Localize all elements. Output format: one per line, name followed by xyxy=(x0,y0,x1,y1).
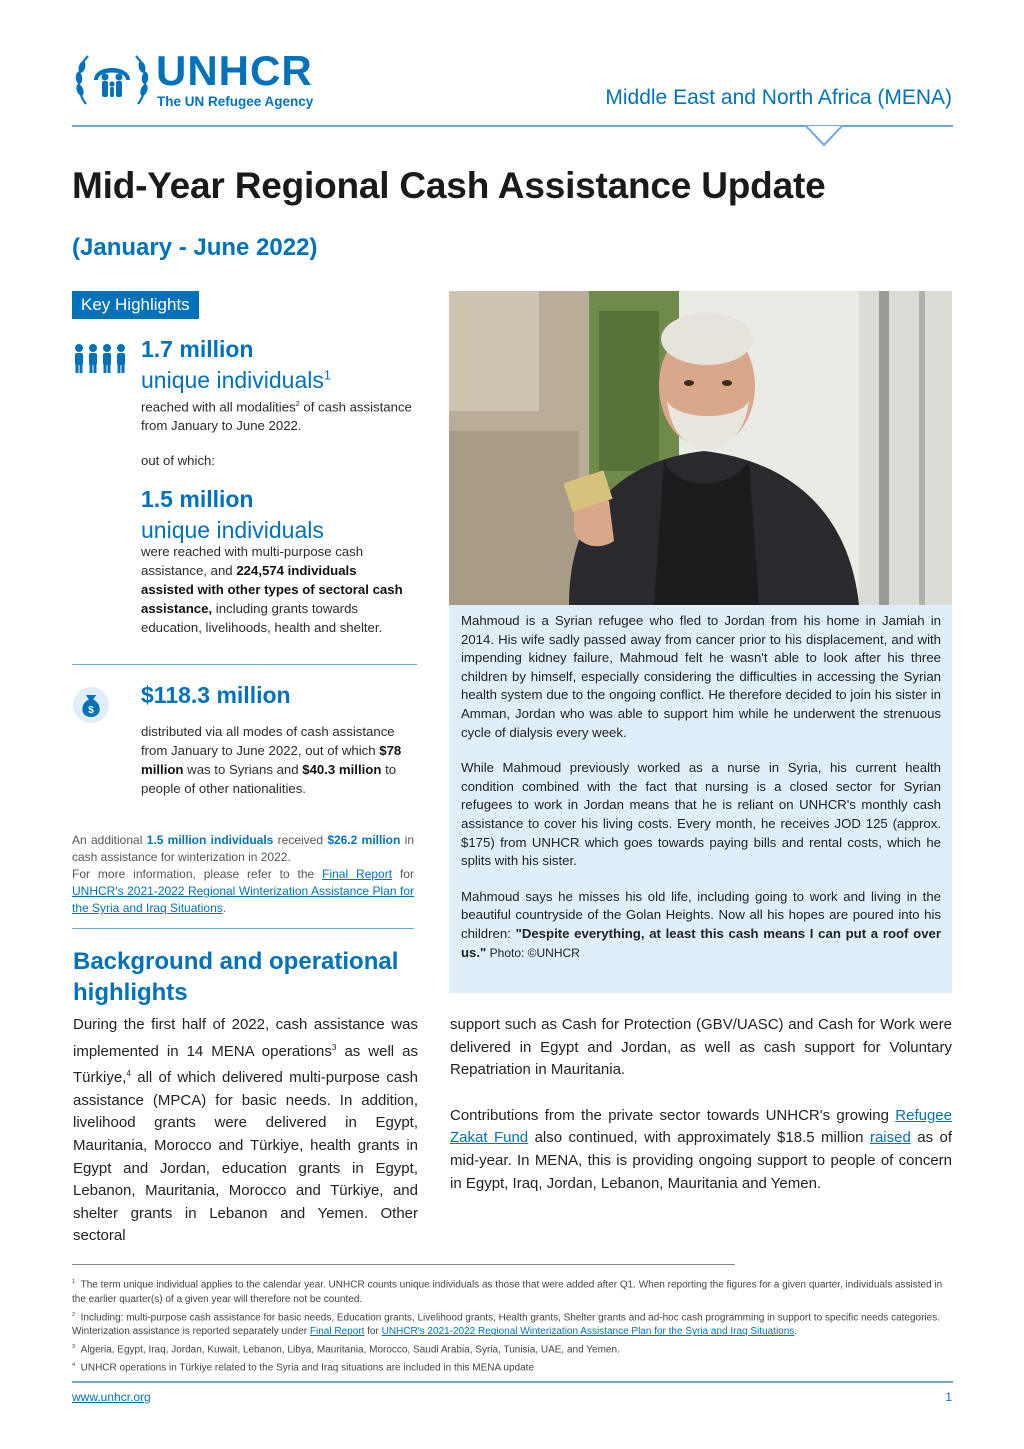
stat1-desc-text: reached with all modalities xyxy=(141,399,296,415)
bg-text-3: all of which delivered multi-purpose cash assistance (MPCA) for basic needs. In addition, livelihood grants were delivered in Egypt, Mauritania, Morocco and Türkiye, health grants in Egypt and Jordan, education grants in Egypt, Lebanon, Mauritania, Morocco and Türkiye, and shelter grants in Lebanon and Yemen. Other sectoral xyxy=(73,1069,418,1245)
bg-text-2: as well as Türkiye, xyxy=(73,1042,418,1087)
footer-rule xyxy=(72,1381,953,1383)
note-divider xyxy=(72,928,414,929)
region-label: Middle East and North Africa (MENA) xyxy=(605,86,952,109)
highlights-divider xyxy=(72,664,417,665)
footnote-text-2: for xyxy=(364,1326,382,1338)
footnote-4 xyxy=(72,1358,952,1376)
caption-text: Mahmoud says he misses his old life, including going to work and living in the beautiful countryside of the Golan Heights. Now all his hopes are poured into his children: xyxy=(461,888,941,941)
note-bold-2: $26.2 million xyxy=(327,833,401,847)
winterization-note xyxy=(72,832,414,917)
raised-link[interactable]: raised xyxy=(869,1129,911,1147)
stat3-desc-bold: $78 million xyxy=(141,743,402,777)
refugee-zakat-fund-link[interactable]: Refugee Zakat Fund xyxy=(450,1106,952,1147)
footnote-1 xyxy=(72,1275,952,1308)
note-text-3: in cash assistance for winterization in 2022. xyxy=(72,833,414,864)
caption-paragraph-2: While Mahmoud previously worked as a nurse in Syria, his current health condition combined with the fact that nursing is a closed sector for Syrian refugees to work in Jordan means that he is reliant on UNHCR's monthly cash assistance to cover his living costs. Every month, he receives JOD 125 (approx. $175) from UNHCR which goes towards paying bills and rental costs, which he splits with his sister. xyxy=(461,760,941,869)
stat3-desc-text-2: was to Syrians and xyxy=(183,762,303,777)
stat1-label-text: unique individuals xyxy=(141,367,324,393)
header-notch-icon xyxy=(806,126,842,148)
bg-right-text: Contributions from the private sector towards UNHCR's growing xyxy=(450,1106,896,1124)
logo-tagline: The UN Refugee Agency xyxy=(157,94,314,109)
footnote-number: 3 xyxy=(72,1344,76,1351)
footnote-ref[interactable]: 2 xyxy=(295,399,300,408)
money-bag-icon xyxy=(72,686,110,724)
footnote-3 xyxy=(72,1340,952,1358)
stat3-description xyxy=(141,722,413,798)
note-bold: 1.5 million individuals xyxy=(146,833,274,847)
bg-right-text-2: also continued, with approximately $18.5 million xyxy=(528,1129,870,1147)
winterization-plan-link[interactable]: UNHCR's 2021-2022 Regional Winterization Assistance Plan for the Syria and Iraq Situations xyxy=(72,884,414,915)
stat2-desc-bold: 224,574 individuals assisted with other types of sectoral cash assistance, xyxy=(141,563,403,616)
note-text-2: received xyxy=(273,833,328,847)
footnote-text-3: . xyxy=(794,1326,798,1338)
stat3-value: $118.3 million xyxy=(141,682,291,708)
footnote-text: Algeria, Egypt, Iraq, Jordan, Kuwait, Lebanon, Libya, Mauritania, Morocco, Saudi Arabia, Syria, Tunisia, UAE, and Yemen. xyxy=(80,1344,620,1356)
footnote-ref[interactable]: 4 xyxy=(126,1069,131,1079)
stat2-label: unique individuals xyxy=(141,517,324,543)
footnote-2 xyxy=(72,1308,952,1341)
website-link[interactable]: www.unhcr.org xyxy=(72,1390,151,1404)
caption-paragraph-3 xyxy=(461,888,941,962)
logo-wordmark: UNHCR xyxy=(156,47,313,94)
people-icon xyxy=(72,342,128,374)
stat3-desc-text-3: to people of other nationalities. xyxy=(141,762,397,796)
stat2-value: 1.5 million xyxy=(141,486,254,512)
stat3-desc-bold-2: $40.3 million xyxy=(302,762,382,777)
caption-quote: "Despite everything, at least this cash means I can put a roof over us." xyxy=(461,925,942,960)
section-heading: Background and operational highlights xyxy=(73,948,399,1006)
background-right-column xyxy=(450,1014,952,1218)
page-number: 1 xyxy=(945,1390,952,1404)
photo-caption xyxy=(461,612,941,962)
caption-paragraph-1: Mahmoud is a Syrian refugee who fled to Jordan from his home in Jamiah in 2014. His wife sadly passed away from cancer prior to his displacement, and with impending kidney failure, Mahmoud felt he wasn't able to look after his three children by himself, especially considering the difficulties in accessing the Syrian health system due to the ongoing conflict. He therefore decided to join his sister in Amman, Jordan who was able to support him while he underwent the strenuous cycle of dialysis every week. xyxy=(461,613,941,740)
bg-right-paragraph-1: support such as Cash for Protection (GBV/UASC) and Cash for Work were delivered in Egypt and Jordan, as well as cash support for Voluntary Repatriation in Mauritania. xyxy=(450,1016,952,1079)
stat2-description xyxy=(141,542,409,637)
photo-credit: Photo: ©UNHCR xyxy=(486,945,580,960)
stat1-description xyxy=(141,394,416,435)
footnote-text: UNHCR operations in Türkiye related to the Syria and Iraq situations are included in this MENA update xyxy=(80,1362,535,1374)
note-text-4: For more information, please refer to the xyxy=(72,867,323,881)
stat1-label xyxy=(141,367,331,394)
note-text: An additional xyxy=(72,833,147,847)
footnote-text: Including: multi-purpose cash assistance for basic needs, Education grants, Livelihood grants, Health grants, Shelter grants and ad-hoc cash programming in support to specific needs categories. Winterization assistance is reported separately under xyxy=(72,1311,940,1338)
page-subtitle: (January - June 2022) xyxy=(72,234,318,261)
key-highlights-badge: Key Highlights xyxy=(72,291,199,319)
refugee-portrait-photo xyxy=(449,291,952,605)
footnote-rule xyxy=(72,1264,735,1265)
svg-text:$: $ xyxy=(88,705,94,716)
bg-text: During the first half of 2022, cash assistance was implemented in 14 MENA operations xyxy=(73,1016,418,1060)
final-report-link[interactable]: Final Report xyxy=(322,867,393,881)
page-title: Mid-Year Regional Cash Assistance Update xyxy=(72,165,826,206)
unhcr-emblem-icon xyxy=(72,46,152,112)
bg-right-paragraph-2 xyxy=(450,1105,952,1195)
footnote-number: 1 xyxy=(72,1279,76,1285)
footnotes xyxy=(72,1275,952,1376)
out-of-which-label: out of which: xyxy=(141,453,216,468)
stat2-desc-text: were reached with multi-purpose cash assistance, and xyxy=(141,544,364,578)
background-left-column xyxy=(73,1014,418,1248)
winterization-plan-link[interactable]: UNHCR's 2021-2022 Regional Winterization Assistance Plan for the Syria and Iraq Situations xyxy=(381,1326,795,1338)
stat1-value: 1.7 million xyxy=(141,336,254,362)
footnote-text: The term unique individual applies to the calendar year. UNHCR counts unique individuals as those that were added after Q1. When reporting the figures for a given quarter, individuals assisted in the earlier quarter(s) of a given year will therefore not be counted. xyxy=(72,1279,943,1305)
stat2-desc-text-2: including grants towards education, livelihoods, health and shelter. xyxy=(141,601,383,635)
footnote-number: 4 xyxy=(72,1361,76,1368)
note-text-5: for xyxy=(392,867,414,881)
stat3-desc-text: distributed via all modes of cash assistance from January to June 2022, out of which xyxy=(141,724,395,758)
final-report-link[interactable]: Final Report xyxy=(309,1326,365,1338)
stat1-desc-text-2: of cash assistance from January to June 2022. xyxy=(141,399,412,434)
footnote-ref[interactable]: 3 xyxy=(331,1042,337,1052)
bg-right-text-3: as of mid-year. In MENA, this is providing ongoing support to people of concern in Egypt, Iraq, Jordan, Lebanon, Mauritania and Yemen. xyxy=(450,1129,953,1192)
footnote-ref[interactable]: 1 xyxy=(323,368,331,383)
note-text-6: . xyxy=(222,901,227,915)
footnote-number: 2 xyxy=(72,1311,76,1318)
